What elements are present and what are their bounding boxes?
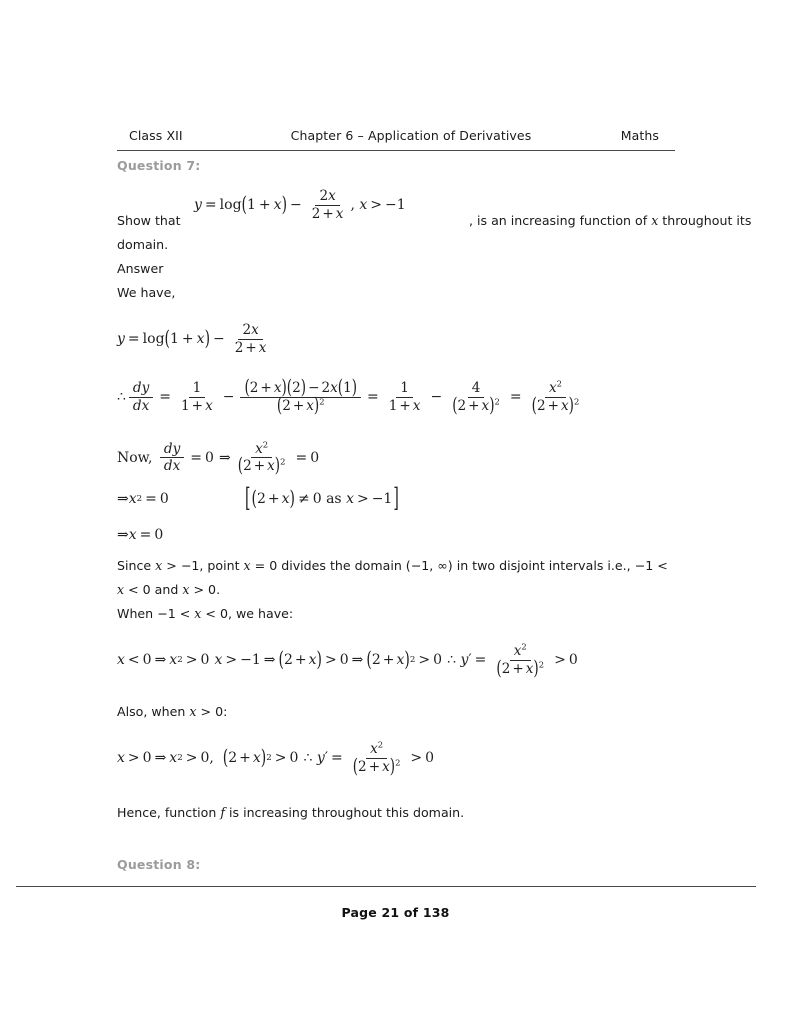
- hence-line: [117, 801, 683, 825]
- equation-given: y = log ( 1 + x ) − $\frac{2x}{2 + x}$: [117, 322, 267, 356]
- also-when-line: Also, when x > 0:: [117, 704, 228, 720]
- show-that-row: [117, 187, 752, 233]
- header-class-label: Class XII: [129, 128, 183, 143]
- domain-line: domain.: [117, 237, 169, 252]
- equation-case2-conclusion: ∴ y ′ = $\frac{x^2}{(2 + x)^2}$ > 0: [303, 739, 435, 779]
- when-negative-line: When −1 < x < 0, we have:: [117, 605, 294, 621]
- show-that-label: Show that: [117, 213, 181, 228]
- we-have-label: We have,: [117, 285, 176, 300]
- equation-x-squared-zero: ⇒ x 2 = 0: [117, 490, 169, 507]
- page-header: [117, 128, 675, 151]
- question-8-heading: Question 8:: [117, 856, 201, 872]
- question-7-heading: Question 7:: [117, 158, 201, 173]
- equation-x-squared-zero-row: [117, 483, 683, 518]
- hence-line-text: Hence, function f is increasing throughout this domain.: [117, 804, 465, 820]
- equation-case1-line1: x < 0 ⇒ x 2 > 0: [117, 652, 210, 669]
- header-subject-label: Maths: [620, 128, 659, 143]
- equation-x-zero: ⇒ x = 0: [117, 526, 164, 543]
- equation-statement: y = log ( 1 + x ) − $\frac{2x}{2 + x}$ , x > −1: [194, 188, 406, 222]
- equation-fraction-zero: ⇒ $\frac{x^2}{(2 + x)^2}$ = 0: [219, 439, 320, 478]
- footer-divider: [16, 886, 756, 887]
- equation-bracket-note: [ ( 2 + x ) ≠ 0 as x > −1 ]: [245, 483, 399, 515]
- since-line-1: Since x > −1, point x = 0 divides the domain (−1, ∞) in two disjoint intervals i.e., −1 <: [117, 557, 668, 573]
- now-label: Now,: [117, 449, 153, 466]
- equation-set-zero: Now, $\frac{dy}{dx}$ = 0: [117, 440, 214, 475]
- header-chapter-title: Chapter 6 – Application of Derivatives: [290, 128, 532, 143]
- answer-label: Answer: [117, 261, 164, 276]
- equation-derivative: ∴ $\frac{dy}{dx}$ = $\frac{1}{1 + x}$ − $\frac{(2 + x)(2) - 2x(1)}{(2 + x)^2}$ = $\frac{1}{1 + x}$ − $\frac{4}{(2 + x)^2}$ = $\frac{x^2}{(2 + x)^2}$: [117, 376, 580, 418]
- equation-case2-line1: x > 0 ⇒ x 2 > 0, ( 2 + x ) 2 > 0: [117, 746, 299, 771]
- footer-page-number: Page 21 of 138: [341, 905, 450, 920]
- show-that-tail-text: , is an increasing function of x throughout its: [469, 213, 752, 228]
- equation-case1-conclusion: ∴ y ′ = $\frac{x^2}{(2 + x)^2}$ > 0: [447, 641, 578, 681]
- equation-case1-line2: x > −1 ⇒ ( 2 + x ) > 0 ⇒ ( 2 + x ) 2 > 0: [214, 648, 443, 672]
- page-content: [117, 158, 752, 872]
- since-line-2: x < 0 and x > 0.: [117, 581, 221, 597]
